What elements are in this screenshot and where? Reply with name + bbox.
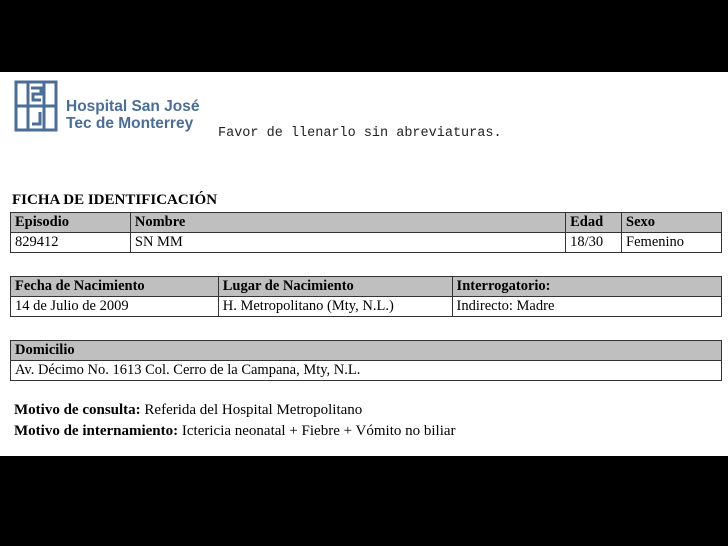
birth-table xyxy=(10,276,722,317)
section-title: FICHA DE IDENTIFICACIÓN xyxy=(12,192,218,208)
header-sexo: Sexo xyxy=(622,213,722,233)
value-domicilio: Av. Décimo No. 1613 Col. Cerro de la Campana, Mty, N.L. xyxy=(11,361,722,381)
motivo-consulta xyxy=(14,402,362,419)
motivo-internamiento-label: Motivo de internamiento: xyxy=(14,423,179,439)
header-nombre: Nombre xyxy=(130,213,565,233)
table-header-row xyxy=(11,341,722,361)
motivo-consulta-label: Motivo de consulta: xyxy=(14,402,141,418)
hospital-logo xyxy=(14,80,58,132)
value-fecha-nacimiento: 14 de Julio de 2009 xyxy=(11,297,219,317)
hospital-name-line2: Tec de Monterrey xyxy=(66,115,194,132)
value-sexo: Femenino xyxy=(622,233,722,253)
table-row xyxy=(11,361,722,381)
value-interrogatorio: Indirecto: Madre xyxy=(452,297,721,317)
value-episodio: 829412 xyxy=(11,233,131,253)
header-episodio: Episodio xyxy=(11,213,131,233)
table-header-row xyxy=(11,277,722,297)
hospital-name-line1: Hospital San José xyxy=(66,98,200,115)
value-edad: 18/30 xyxy=(566,233,622,253)
table-row xyxy=(11,297,722,317)
value-lugar-nacimiento: H. Metropolitano (Mty, N.L.) xyxy=(218,297,452,317)
table-header-row xyxy=(11,213,722,233)
table-row xyxy=(11,233,722,253)
motivo-consulta-value: Referida del Hospital Metropolitano xyxy=(144,402,363,418)
instruction-note: Favor de llenarlo sin abreviaturas. xyxy=(218,126,502,141)
document-page xyxy=(0,72,728,456)
header-interrogatorio: Interrogatorio: xyxy=(452,277,721,297)
motivo-internamiento xyxy=(14,423,456,440)
header-edad: Edad xyxy=(566,213,622,233)
hospital-name xyxy=(66,98,200,132)
address-table xyxy=(10,340,722,381)
header-fecha-nacimiento: Fecha de Nacimiento xyxy=(11,277,219,297)
header-domicilio: Domicilio xyxy=(11,341,722,361)
header-lugar-nacimiento: Lugar de Nacimiento xyxy=(218,277,452,297)
identification-table xyxy=(10,212,722,253)
motivo-internamiento-value: Ictericia neonatal + Fiebre + Vómito no biliar xyxy=(181,423,456,439)
value-nombre: SN MM xyxy=(130,233,565,253)
